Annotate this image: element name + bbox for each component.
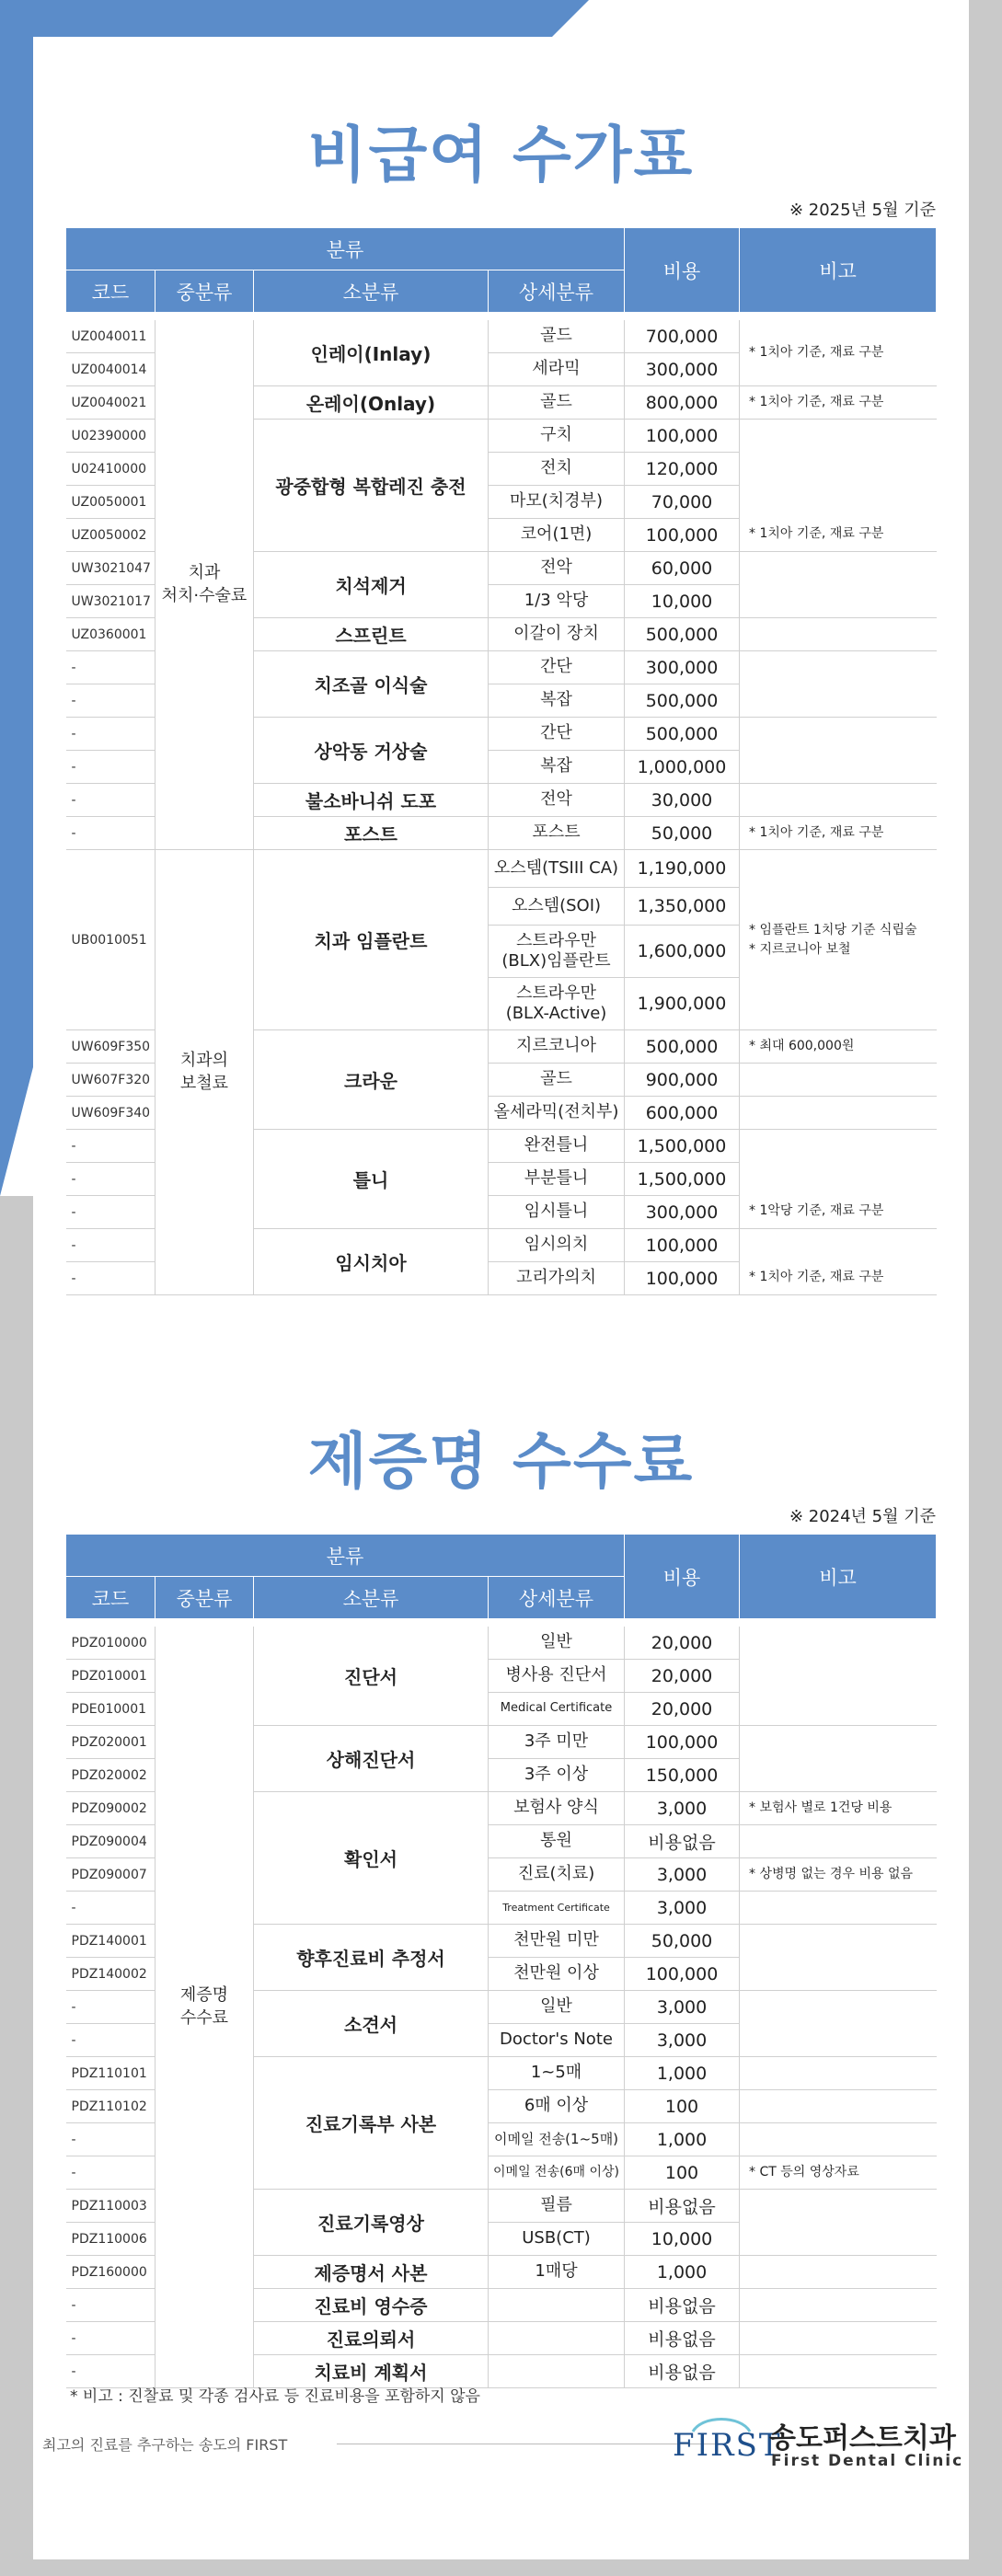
bottom-grey-border: [0, 2559, 1002, 2576]
cost-cell: 50,000: [625, 1925, 740, 1958]
cost-cell: 100,000: [625, 420, 740, 453]
code-cell: PDE010001: [66, 1693, 155, 1726]
header-code: 코드: [66, 1577, 155, 1619]
detail-cell: 6매 이상: [489, 2090, 625, 2123]
code-cell: -: [66, 2289, 155, 2322]
cost-cell: 3,000: [625, 1858, 740, 1892]
sub-category-cell: 제증명서 사본: [254, 2256, 489, 2289]
note-cell: * 1악당 기준, 재료 구분: [740, 1130, 937, 1229]
code-cell: UB0010051: [66, 850, 155, 1030]
mid-category-cell: [155, 320, 254, 850]
sub-category-cell: 임시치아: [254, 1229, 489, 1295]
header-note: 비고: [740, 1535, 937, 1619]
cost-cell: 비용없음: [625, 2289, 740, 2322]
detail-cell: 임시의치: [489, 1229, 625, 1262]
detail-cell: 구치: [489, 420, 625, 453]
code-cell: -: [66, 1262, 155, 1295]
sub-category-cell: 소견서: [254, 1991, 489, 2057]
note-cell: [740, 2190, 937, 2256]
detail-cell: 오스템(TSIII CA): [489, 850, 625, 888]
header-group: 분류: [66, 1535, 625, 1577]
detail-cell: 천만원 이상: [489, 1958, 625, 1991]
header-detail: 상세분류: [489, 1577, 625, 1619]
footnote: * 비고 : 진찰료 및 각종 검사료 등 진료비용을 포함하지 않음: [70, 2387, 480, 2406]
detail-cell: Medical Certificate: [489, 1693, 625, 1726]
detail-cell: 통원: [489, 1825, 625, 1858]
cost-cell: 1,000,000: [625, 751, 740, 784]
detail-cell: 전악: [489, 552, 625, 585]
cost-cell: 3,000: [625, 1991, 740, 2024]
header-detail: 상세분류: [489, 270, 625, 313]
cost-cell: 100: [625, 2090, 740, 2123]
cost-cell: 비용없음: [625, 2190, 740, 2223]
header-cost: 비용: [625, 228, 740, 313]
cost-cell: 비용없음: [625, 1825, 740, 1858]
cost-cell: 1,350,000: [625, 888, 740, 926]
detail-cell: 1매당: [489, 2256, 625, 2289]
sub-category-cell: 상해진단서: [254, 1726, 489, 1792]
cost-cell: 비용없음: [625, 2322, 740, 2355]
header-mid: 중분류: [155, 1577, 254, 1619]
code-cell: UW3021047: [66, 552, 155, 585]
cost-cell: 120,000: [625, 453, 740, 486]
cost-cell: 900,000: [625, 1064, 740, 1097]
sub-category-cell: 치료비 계획서: [254, 2355, 489, 2388]
detail-cell: [489, 2289, 625, 2322]
detail-cell: 스트라우만 (BLX)임플란트: [489, 926, 625, 978]
footer-slogan: 최고의 진료를 추구하는 송도의 FIRST: [42, 2436, 288, 2454]
sub-category-cell: 치조골 이식술: [254, 651, 489, 718]
cost-cell: 70,000: [625, 486, 740, 519]
cost-cell: 300,000: [625, 353, 740, 386]
cost-cell: 100: [625, 2156, 740, 2190]
sub-category-cell: 광중합형 복합레진 충전: [254, 420, 489, 552]
note-cell: [740, 1726, 937, 1792]
code-cell: PDZ010001: [66, 1660, 155, 1693]
cost-cell: 100,000: [625, 1229, 740, 1262]
detail-cell: 고리가의치: [489, 1262, 625, 1295]
note-cell: [740, 2355, 937, 2388]
code-cell: UZ0040014: [66, 353, 155, 386]
cost-cell: 150,000: [625, 1759, 740, 1792]
code-cell: UW607F320: [66, 1064, 155, 1097]
table-row: [66, 850, 937, 888]
note-cell: [740, 2123, 937, 2156]
detail-cell: 복잡: [489, 751, 625, 784]
detail-cell: 골드: [489, 320, 625, 353]
cost-cell: 500,000: [625, 618, 740, 651]
detail-cell: [489, 2355, 625, 2388]
code-cell: -: [66, 2322, 155, 2355]
cost-cell: 3,000: [625, 1792, 740, 1825]
detail-cell: 일반: [489, 1991, 625, 2024]
code-cell: -: [66, 718, 155, 751]
code-cell: -: [66, 784, 155, 817]
detail-cell: 전치: [489, 453, 625, 486]
cost-cell: 10,000: [625, 585, 740, 618]
code-cell: UZ0040011: [66, 320, 155, 353]
sub-category-cell: 치과 임플란트: [254, 850, 489, 1030]
cost-cell: 600,000: [625, 1097, 740, 1130]
sub-category-cell: 진단서: [254, 1627, 489, 1726]
detail-cell: 3주 이상: [489, 1759, 625, 1792]
code-cell: U02410000: [66, 453, 155, 486]
cost-cell: 100,000: [625, 1262, 740, 1295]
clinic-name-english: First Dental Clinic: [771, 2452, 964, 2470]
code-cell: -: [66, 684, 155, 718]
clinic-name-korean: 송도퍼스트치과: [769, 2422, 956, 2455]
cost-cell: 1,600,000: [625, 926, 740, 978]
non-covered-fee-table: [65, 227, 937, 1295]
sub-category-cell: 진료기록부 사본: [254, 2057, 489, 2190]
mid-category-line: 치과의 보철료: [179, 1051, 229, 1093]
code-cell: -: [66, 1991, 155, 2024]
sub-category-cell: 진료기록영상: [254, 2190, 489, 2256]
cost-cell: 20,000: [625, 1693, 740, 1726]
code-cell: PDZ020002: [66, 1759, 155, 1792]
detail-cell: 이메일 전송(1~5매): [489, 2123, 625, 2156]
cost-cell: 500,000: [625, 718, 740, 751]
note-cell: * 최대 600,000원: [740, 1030, 937, 1064]
detail-cell: 천만원 미만: [489, 1925, 625, 1958]
section2-basis-date: ※ 2024년 5월 기준: [789, 1507, 936, 1526]
code-cell: PDZ110003: [66, 2190, 155, 2223]
header-group: 분류: [66, 228, 625, 270]
code-cell: -: [66, 751, 155, 784]
price-card: [33, 37, 969, 2559]
code-cell: -: [66, 1163, 155, 1196]
code-cell: PDZ140001: [66, 1925, 155, 1958]
header-mid: 중분류: [155, 270, 254, 313]
note-cell: * 1치아 기준, 재료 구분: [740, 1229, 937, 1295]
note-cell: * 1치아 기준, 재료 구분: [740, 817, 937, 850]
code-cell: -: [66, 2355, 155, 2388]
sub-category-cell: 온레이(Onlay): [254, 386, 489, 420]
code-cell: PDZ090007: [66, 1858, 155, 1892]
cost-cell: 300,000: [625, 651, 740, 684]
sub-category-cell: 확인서: [254, 1792, 489, 1925]
code-cell: PDZ010000: [66, 1627, 155, 1660]
detail-cell: 이메일 전송(6매 이상): [489, 2156, 625, 2190]
note-cell: * 1치아 기준, 재료 구분: [740, 320, 937, 386]
detail-cell: 간단: [489, 718, 625, 751]
cost-cell: 50,000: [625, 817, 740, 850]
cost-cell: 100,000: [625, 519, 740, 552]
note-cell: [740, 2322, 937, 2355]
detail-cell: 이갈이 장치: [489, 618, 625, 651]
detail-cell: 마모(치경부): [489, 486, 625, 519]
mid-category-cell: [155, 1627, 254, 2388]
cost-cell: 3,000: [625, 1892, 740, 1925]
cost-cell: 1,000: [625, 2057, 740, 2090]
detail-cell: 복잡: [489, 684, 625, 718]
note-cell: * 임플란트 1치당 기준 식립술 * 지르코니아 보철: [740, 850, 937, 1030]
cost-cell: 1,000: [625, 2123, 740, 2156]
detail-cell: 전악: [489, 784, 625, 817]
note-cell: [740, 718, 937, 784]
sub-category-cell: 스프린트: [254, 618, 489, 651]
cost-cell: 700,000: [625, 320, 740, 353]
note-cell: [740, 2057, 937, 2090]
note-cell: [740, 2256, 937, 2289]
note-cell: [740, 2289, 937, 2322]
mid-category-line: 제증명 수수료: [179, 1985, 229, 2028]
detail-cell: 스트라우만 (BLX-Active): [489, 978, 625, 1030]
detail-cell: Doctor's Note: [489, 2024, 625, 2057]
sub-category-cell: 틀니: [254, 1130, 489, 1229]
detail-cell: 간단: [489, 651, 625, 684]
note-cell: * 상병명 없는 경우 비용 없음: [740, 1858, 937, 1892]
table-row: [66, 320, 937, 353]
sub-category-cell: 크라운: [254, 1030, 489, 1130]
code-cell: UZ0040021: [66, 386, 155, 420]
detail-cell: [489, 2322, 625, 2355]
logo-first: FIRST: [673, 2427, 782, 2464]
cost-cell: 100,000: [625, 1958, 740, 1991]
detail-cell: 완전틀니: [489, 1130, 625, 1163]
code-cell: -: [66, 651, 155, 684]
code-cell: -: [66, 1196, 155, 1229]
detail-cell: 병사용 진단서: [489, 1660, 625, 1693]
note-cell: [740, 1925, 937, 1991]
code-cell: -: [66, 1892, 155, 1925]
certificate-fee-table: [65, 1534, 937, 2388]
cost-cell: 800,000: [625, 386, 740, 420]
code-cell: U02390000: [66, 420, 155, 453]
code-cell: PDZ110006: [66, 2223, 155, 2256]
detail-cell: 필름: [489, 2190, 625, 2223]
note-cell: * 1치아 기준, 재료 구분: [740, 386, 937, 420]
sub-category-cell: 인레이(Inlay): [254, 320, 489, 386]
section2-title: 제증명 수수료: [307, 1426, 695, 1497]
header-note: 비고: [740, 228, 937, 313]
cost-cell: 30,000: [625, 784, 740, 817]
code-cell: UZ0050002: [66, 519, 155, 552]
detail-cell: 1~5매: [489, 2057, 625, 2090]
note-cell: * 1치아 기준, 재료 구분: [740, 420, 937, 552]
note-cell: [740, 552, 937, 618]
cost-cell: 3,000: [625, 2024, 740, 2057]
header-sub: 소분류: [254, 270, 489, 313]
note-cell: [740, 2090, 937, 2123]
cost-cell: 60,000: [625, 552, 740, 585]
detail-cell: 세라믹: [489, 353, 625, 386]
code-cell: PDZ110101: [66, 2057, 155, 2090]
note-cell: [740, 651, 937, 718]
detail-cell: 포스트: [489, 817, 625, 850]
note-cell: [740, 1892, 937, 1925]
code-cell: -: [66, 2156, 155, 2190]
cost-cell: 1,500,000: [625, 1130, 740, 1163]
sub-category-cell: 향후진료비 추정서: [254, 1925, 489, 1991]
sub-category-cell: 진료의뢰서: [254, 2322, 489, 2355]
code-cell: UW3021017: [66, 585, 155, 618]
note-cell: [740, 1064, 937, 1097]
code-cell: PDZ110102: [66, 2090, 155, 2123]
sub-category-cell: 불소바니쉬 도포: [254, 784, 489, 817]
note-cell: * 보험사 별로 1건당 비용: [740, 1792, 937, 1825]
header-sub: 소분류: [254, 1577, 489, 1619]
code-cell: -: [66, 2024, 155, 2057]
cost-cell: 100,000: [625, 1726, 740, 1759]
sub-category-cell: 포스트: [254, 817, 489, 850]
detail-cell: 진료(치료): [489, 1858, 625, 1892]
header-code: 코드: [66, 270, 155, 313]
cost-cell: 500,000: [625, 1030, 740, 1064]
detail-cell: 골드: [489, 1064, 625, 1097]
cost-cell: 300,000: [625, 1196, 740, 1229]
code-cell: UW609F350: [66, 1030, 155, 1064]
cost-cell: 20,000: [625, 1660, 740, 1693]
detail-cell: 코어(1면): [489, 519, 625, 552]
section1-basis-date: ※ 2025년 5월 기준: [789, 201, 936, 220]
cost-cell: 500,000: [625, 684, 740, 718]
detail-cell: 임시틀니: [489, 1196, 625, 1229]
code-cell: PDZ090002: [66, 1792, 155, 1825]
note-cell: * CT 등의 영상자료: [740, 2156, 937, 2190]
note-cell: [740, 618, 937, 651]
detail-cell: 보험사 양식: [489, 1792, 625, 1825]
cost-cell: 1,190,000: [625, 850, 740, 888]
detail-cell: 부분틀니: [489, 1163, 625, 1196]
table-row: [66, 1627, 937, 1660]
detail-cell: Treatment Certificate: [489, 1892, 625, 1925]
cost-cell: 1,500,000: [625, 1163, 740, 1196]
code-cell: PDZ020001: [66, 1726, 155, 1759]
note-cell: [740, 1991, 937, 2057]
detail-cell: 오스템(SOI): [489, 888, 625, 926]
cost-cell: 1,000: [625, 2256, 740, 2289]
code-cell: -: [66, 1229, 155, 1262]
code-cell: PDZ090004: [66, 1825, 155, 1858]
sub-category-cell: 상악동 거상술: [254, 718, 489, 784]
detail-cell: USB(CT): [489, 2223, 625, 2256]
note-cell: [740, 1627, 937, 1726]
detail-cell: 1/3 악당: [489, 585, 625, 618]
section1-title: 비급여 수가표: [307, 120, 695, 190]
code-cell: -: [66, 1130, 155, 1163]
note-cell: [740, 1097, 937, 1130]
cost-cell: 20,000: [625, 1627, 740, 1660]
left-grey-border: [0, 1196, 33, 2576]
cost-cell: 비용없음: [625, 2355, 740, 2388]
header-cost: 비용: [625, 1535, 740, 1619]
cost-cell: 10,000: [625, 2223, 740, 2256]
code-cell: -: [66, 817, 155, 850]
code-cell: UW609F340: [66, 1097, 155, 1130]
sub-category-cell: 진료비 영수증: [254, 2289, 489, 2322]
mid-category-line: 치과 처치·수술료: [161, 563, 248, 605]
detail-cell: 골드: [489, 386, 625, 420]
sub-category-cell: 치석제거: [254, 552, 489, 618]
detail-cell: 3주 미만: [489, 1726, 625, 1759]
detail-cell: 지르코니아: [489, 1030, 625, 1064]
code-cell: PDZ160000: [66, 2256, 155, 2289]
detail-cell: 올세라믹(전치부): [489, 1097, 625, 1130]
code-cell: UZ0360001: [66, 618, 155, 651]
cost-cell: 1,900,000: [625, 978, 740, 1030]
mid-category-cell: [155, 850, 254, 1295]
code-cell: PDZ140002: [66, 1958, 155, 1991]
detail-cell: 일반: [489, 1627, 625, 1660]
note-cell: [740, 784, 937, 817]
code-cell: UZ0050001: [66, 486, 155, 519]
code-cell: -: [66, 2123, 155, 2156]
right-grey-border: [969, 0, 1002, 2576]
note-cell: [740, 1825, 937, 1858]
